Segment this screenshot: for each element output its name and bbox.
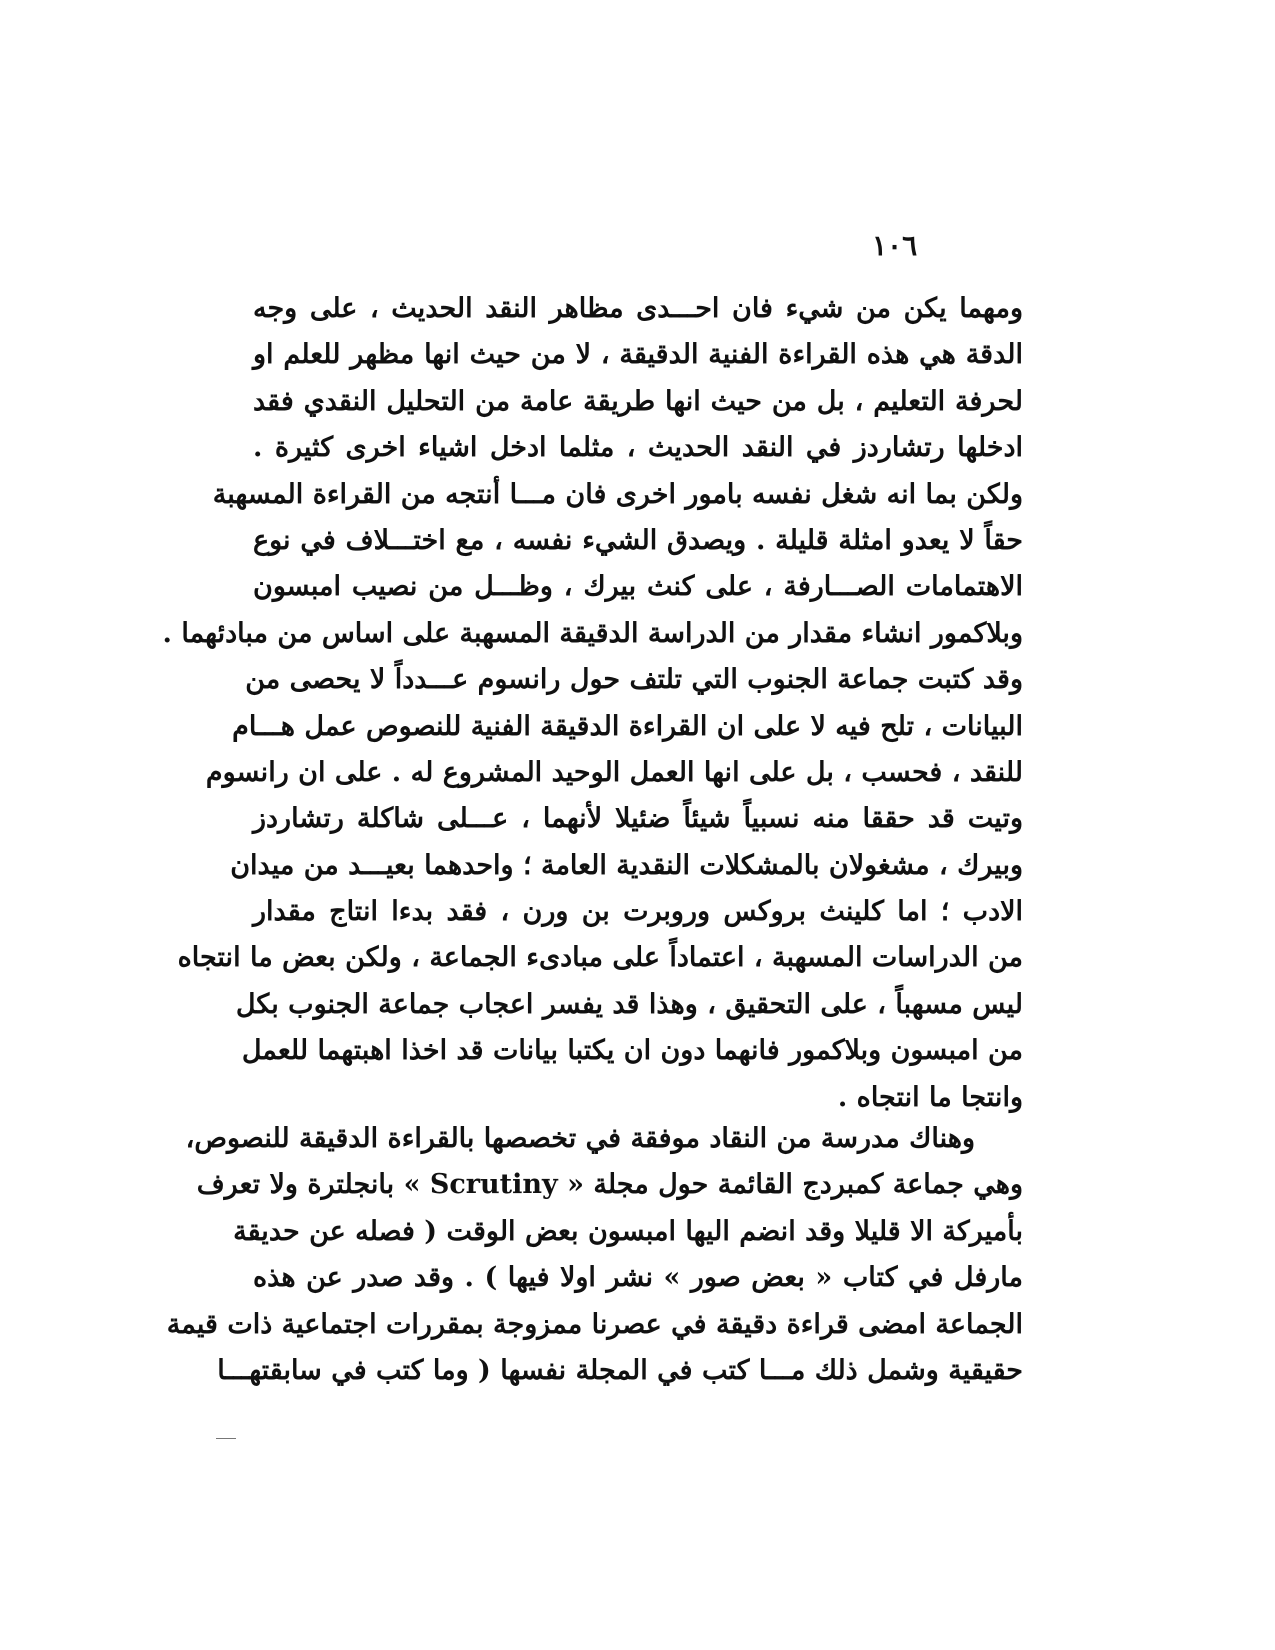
paragraph-1-line: ليس مسهباً ، على التحقيق ، وهذا قد يفسر اعجاب جماعة الجنوب بكل bbox=[235, 988, 1023, 1020]
paragraph-1-line: الدقة هي هذه القراءة الفنية الدقيقة ، لا من حيث انها مظهر للعلم او bbox=[253, 339, 1023, 371]
scan-mark bbox=[216, 1438, 236, 1439]
paragraph-1-line: الاهتمامات الصـــارفة ، على كنث بيرك ، وظـــل من نصيب امبسون bbox=[253, 571, 1023, 603]
paragraph-1-line: وبيرك ، مشغولان بالمشكلات النقدية العامة ؛ واحدهما بعيـــد من ميدان bbox=[230, 849, 1023, 881]
paragraph-1-line: للنقد ، فحسب ، بل على انها العمل الوحيد المشروع له . على ان رانسوم bbox=[205, 756, 1023, 788]
page-number: ١٠٦ bbox=[872, 229, 918, 262]
paragraph-2-line: بأميركة الا قليلا وقد انضم اليها امبسون بعض الوقت ( فصله عن حديقة bbox=[233, 1215, 1023, 1247]
paragraph-1-line: ولكن بما انه شغل نفسه بامور اخرى فان مـــا أنتجه من القراءة المسهبة bbox=[212, 478, 1023, 510]
paragraph-2-line: مارفل في كتاب « بعض صور » نشر اولا فيها ) . وقد صدر عن هذه bbox=[253, 1262, 1023, 1294]
paragraph-1-line: وبلاكمور انشاء مقدار من الدراسة الدقيقة المسهبة على اساس من مبادئهما . bbox=[162, 617, 1023, 649]
paragraph-1-line: وقد كتبت جماعة الجنوب التي تلتف حول رانسوم عـــدداً لا يحصى من bbox=[245, 664, 1023, 696]
paragraph-2-line: حقيقية وشمل ذلك مـــا كتب في المجلة نفسها ( وما كتب في سابقتهـــا bbox=[217, 1354, 1023, 1386]
paragraph-1-line: البيانات ، تلح فيه لا على ان القراءة الدقيقة الفنية للنصوص عمل هـــام bbox=[232, 710, 1023, 742]
paragraph-1 bbox=[162, 286, 1023, 1121]
paragraph-2-line: الجماعة امضى قراءة دقيقة في عصرنا ممزوجة بمقررات اجتماعية ذات قيمة bbox=[166, 1308, 1023, 1340]
paragraph-1-line: من الدراسات المسهبة ، اعتماداً على مبادىء الجماعة ، ولكن بعض ما انتجاه bbox=[177, 942, 1023, 974]
paragraph-1-line: وتيت قد حققا منه نسبياً شيئاً ضئيلا لأنهما ، عـــلى شاكلة رتشاردز bbox=[253, 803, 1023, 835]
paragraph-1-line: ادخلها رتشاردز في النقد الحديث ، مثلما ادخل اشياء اخرى كثيرة . bbox=[253, 432, 1023, 464]
paragraph-1-line: لحرفة التعليم ، بل من حيث انها طريقة عامة من التحليل النقدي فقد bbox=[253, 385, 1023, 417]
paragraph-2-line: وهناك مدرسة من النقاد موفقة في تخصصها بالقراءة الدقيقة للنصوص، bbox=[185, 1123, 975, 1154]
paragraph-1-line: الادب ؛ اما كلينث بروكس وروبرت بن ورن ، فقد بدءا انتاج مقدار bbox=[253, 896, 1023, 928]
paragraph-1-line: حقاً لا يعدو امثلة قليلة . ويصدق الشيء نفسه ، مع اختـــلاف في نوع bbox=[253, 524, 1023, 556]
paragraph-2 bbox=[166, 1116, 1023, 1394]
paragraph-2-line: وهي جماعة كمبردج القائمة حول مجلة « Scrutiny » بانجلترة ولا تعرف bbox=[196, 1169, 1023, 1201]
paragraph-1-line: وانتجا ما انتجاه . bbox=[837, 1081, 1023, 1113]
paragraph-1-line: من امبسون وبلاكمور فانهما دون ان يكتبا بيانات قد اخذا اهبتهما للعمل bbox=[241, 1035, 1023, 1067]
paragraph-1-line: ومهما يكن من شيء فان احـــدى مظاهر النقد الحديث ، على وجه bbox=[253, 293, 1023, 324]
